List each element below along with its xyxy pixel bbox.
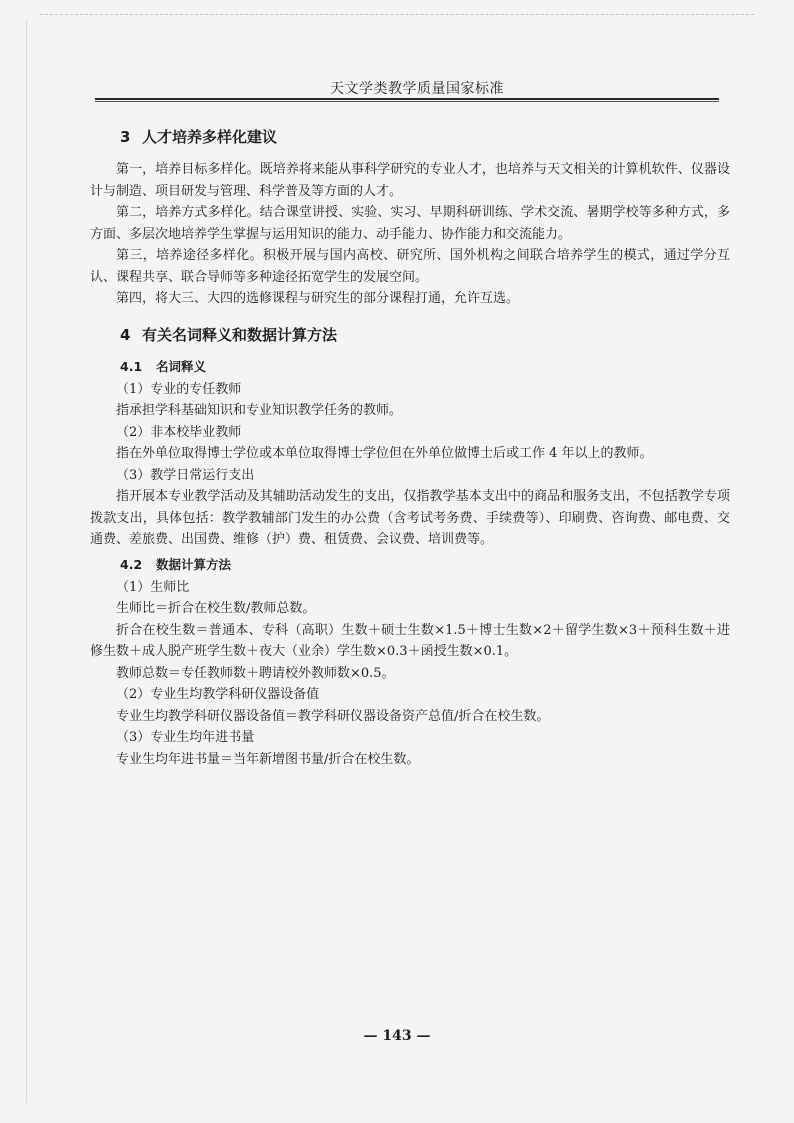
- page-number: — 143 —: [363, 1028, 431, 1044]
- header-rule: [95, 98, 719, 100]
- section-title: 人才培养多样化建议: [142, 128, 278, 146]
- section-title: 有关名词释义和数据计算方法: [142, 325, 338, 344]
- formula-line: 折合在校生数＝普通本、专科（高职）生数＋硕士生数×1.5＋博士生数×2＋留学生数×3＋预科生数＋进修生数＋成人脱产班学生数＋夜大（业余）学生数×0.3＋函授生数×0.1。: [90, 622, 730, 659]
- section-number: 4: [120, 325, 131, 344]
- paragraph: 第二，培养方式多样化。结合课堂讲授、实验、实习、早期科研训练、学术交流、暑期学校等多种方式，多方面、多层次地培养学生掌握与运用知识的能力、动手能力、协作能力和交流能力。: [90, 205, 730, 242]
- section-4-heading: [120, 324, 730, 345]
- section-number: 3: [120, 128, 131, 146]
- subsection-title: 数据计算方法: [156, 556, 232, 572]
- subsection-4-2-heading: [120, 555, 730, 573]
- term-heading: （2）非本校毕业教师: [116, 424, 242, 440]
- metric-heading: （1）生师比: [116, 579, 190, 595]
- section-3-heading: [120, 126, 730, 147]
- subsection-title: 名词释义: [156, 358, 207, 374]
- formula-line: 专业生均年进书量＝当年新增图书量/折合在校生数。: [116, 751, 420, 767]
- term-definition: 指在外单位取得博士学位或本单位取得博士学位但在外单位做博士后或工作 4 年以上的教师。: [116, 446, 653, 461]
- term-heading: （1）专业的专任教师: [116, 381, 242, 397]
- page-body: [90, 118, 730, 770]
- formula-line: 专业生均教学科研仪器设备值＝教学科研仪器设备资产总值/折合在校生数。: [116, 708, 550, 724]
- metric-heading: （2）专业生均教学科研仪器设备值: [116, 687, 320, 702]
- subsection-number: 4.1: [120, 358, 143, 374]
- paragraph: 第四，将大三、大四的选修课程与研究生的部分课程打通，允许互选。: [116, 291, 520, 306]
- scan-artifact-top: [40, 14, 754, 15]
- term-heading: （3）教学日常运行支出: [116, 467, 255, 483]
- paragraph: 第三，培养途径多样化。积极开展与国内高校、研究所、国外机构之间联合培养学生的模式，通过学分互认、课程共享、联合导师等多种途径拓宽学生的发展空间。: [90, 248, 730, 285]
- header-rule-thin: [95, 101, 719, 102]
- paragraph: 第一，培养目标多样化。既培养将来能从事科学研究的专业人才，也培养与天文相关的计算机软件、仪器设计与制造、项目研发与管理、科学普及等方面的人才。: [90, 162, 730, 199]
- formula-line: 教师总数＝专任教师数＋聘请校外教师数×0.5。: [116, 665, 395, 681]
- term-definition: 指开展本专业教学活动及其辅助活动发生的支出，仅指教学基本支出中的商品和服务支出，不包括教学专项拨款支出，具体包括：教学教辅部门发生的办公费（含考试考务费、手续费等）、印刷费、咨询费、邮电费、交通费、差旅费、出国费、维修（护）费、租赁费、会议费、培训费等。: [90, 489, 730, 547]
- scan-artifact-left-edge: [26, 20, 27, 1103]
- metric-heading: （3）专业生均年进书量: [116, 730, 255, 745]
- term-definition: 指承担学科基础知识和专业知识教学任务的教师。: [116, 403, 403, 418]
- subsection-4-1-heading: [120, 357, 730, 375]
- running-header-title: 天文学类教学质量国家标准: [330, 81, 504, 97]
- subsection-number: 4.2: [120, 556, 143, 572]
- formula-line: 生师比＝折合在校生数/教师总数。: [116, 601, 316, 616]
